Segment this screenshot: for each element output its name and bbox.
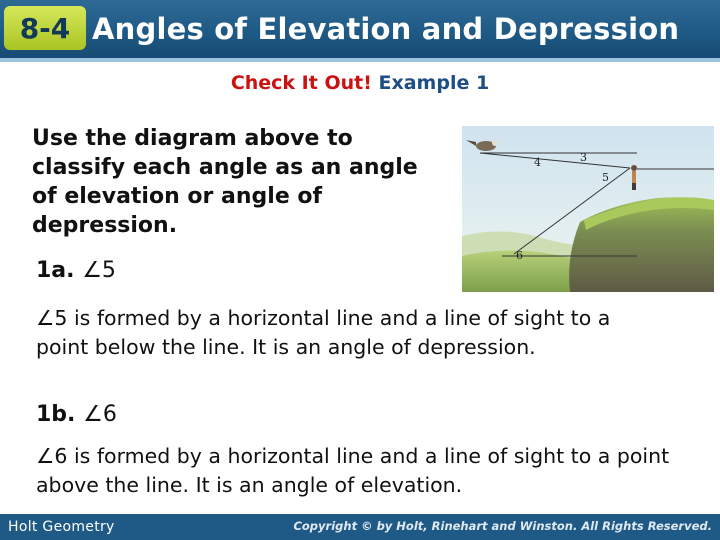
angle-label-3: 3: [580, 151, 587, 164]
angle-label-4: 4: [534, 156, 541, 169]
answer-angle: ∠5: [36, 306, 68, 330]
check-it-out-label: Check It Out!: [230, 72, 372, 94]
footer-copyright: Copyright © by Holt, Rinehart and Winston. All Rights Reserved.: [293, 519, 712, 533]
answer-angle: ∠6: [36, 444, 68, 468]
question-label: 1a.: [36, 258, 75, 283]
slide-footer: [0, 514, 720, 540]
angle-label-5: 5: [602, 171, 609, 184]
example-label: Example 1: [371, 72, 490, 94]
footer-course: Holt Geometry: [8, 519, 115, 535]
question-1a: [36, 258, 116, 283]
question-1b: [36, 402, 117, 427]
angle-label-6: 6: [516, 249, 523, 262]
slide-header: [0, 0, 720, 58]
answer-text: is formed by a horizontal line and a line of sight to a point below the line. It is an angle of depression.: [36, 306, 611, 359]
angle-diagram-image: [462, 126, 714, 292]
answer-text: is formed by a horizontal line and a line of sight to a point above the line. It is an angle of elevation.: [36, 444, 670, 497]
answer-1a: [36, 304, 636, 362]
slide-title: Angles of Elevation and Depression: [92, 12, 680, 46]
lesson-number-badge: 8-4: [4, 6, 86, 50]
header-divider: [0, 58, 720, 62]
question-label: 1b.: [36, 402, 76, 427]
instructions-text: Use the diagram above to classify each angle as an angle of elevation or angle of depression.: [32, 126, 418, 238]
question-angle: ∠6: [83, 402, 117, 427]
answer-1b: [36, 442, 686, 500]
example-heading: [0, 72, 720, 94]
question-angle: ∠5: [82, 258, 116, 283]
